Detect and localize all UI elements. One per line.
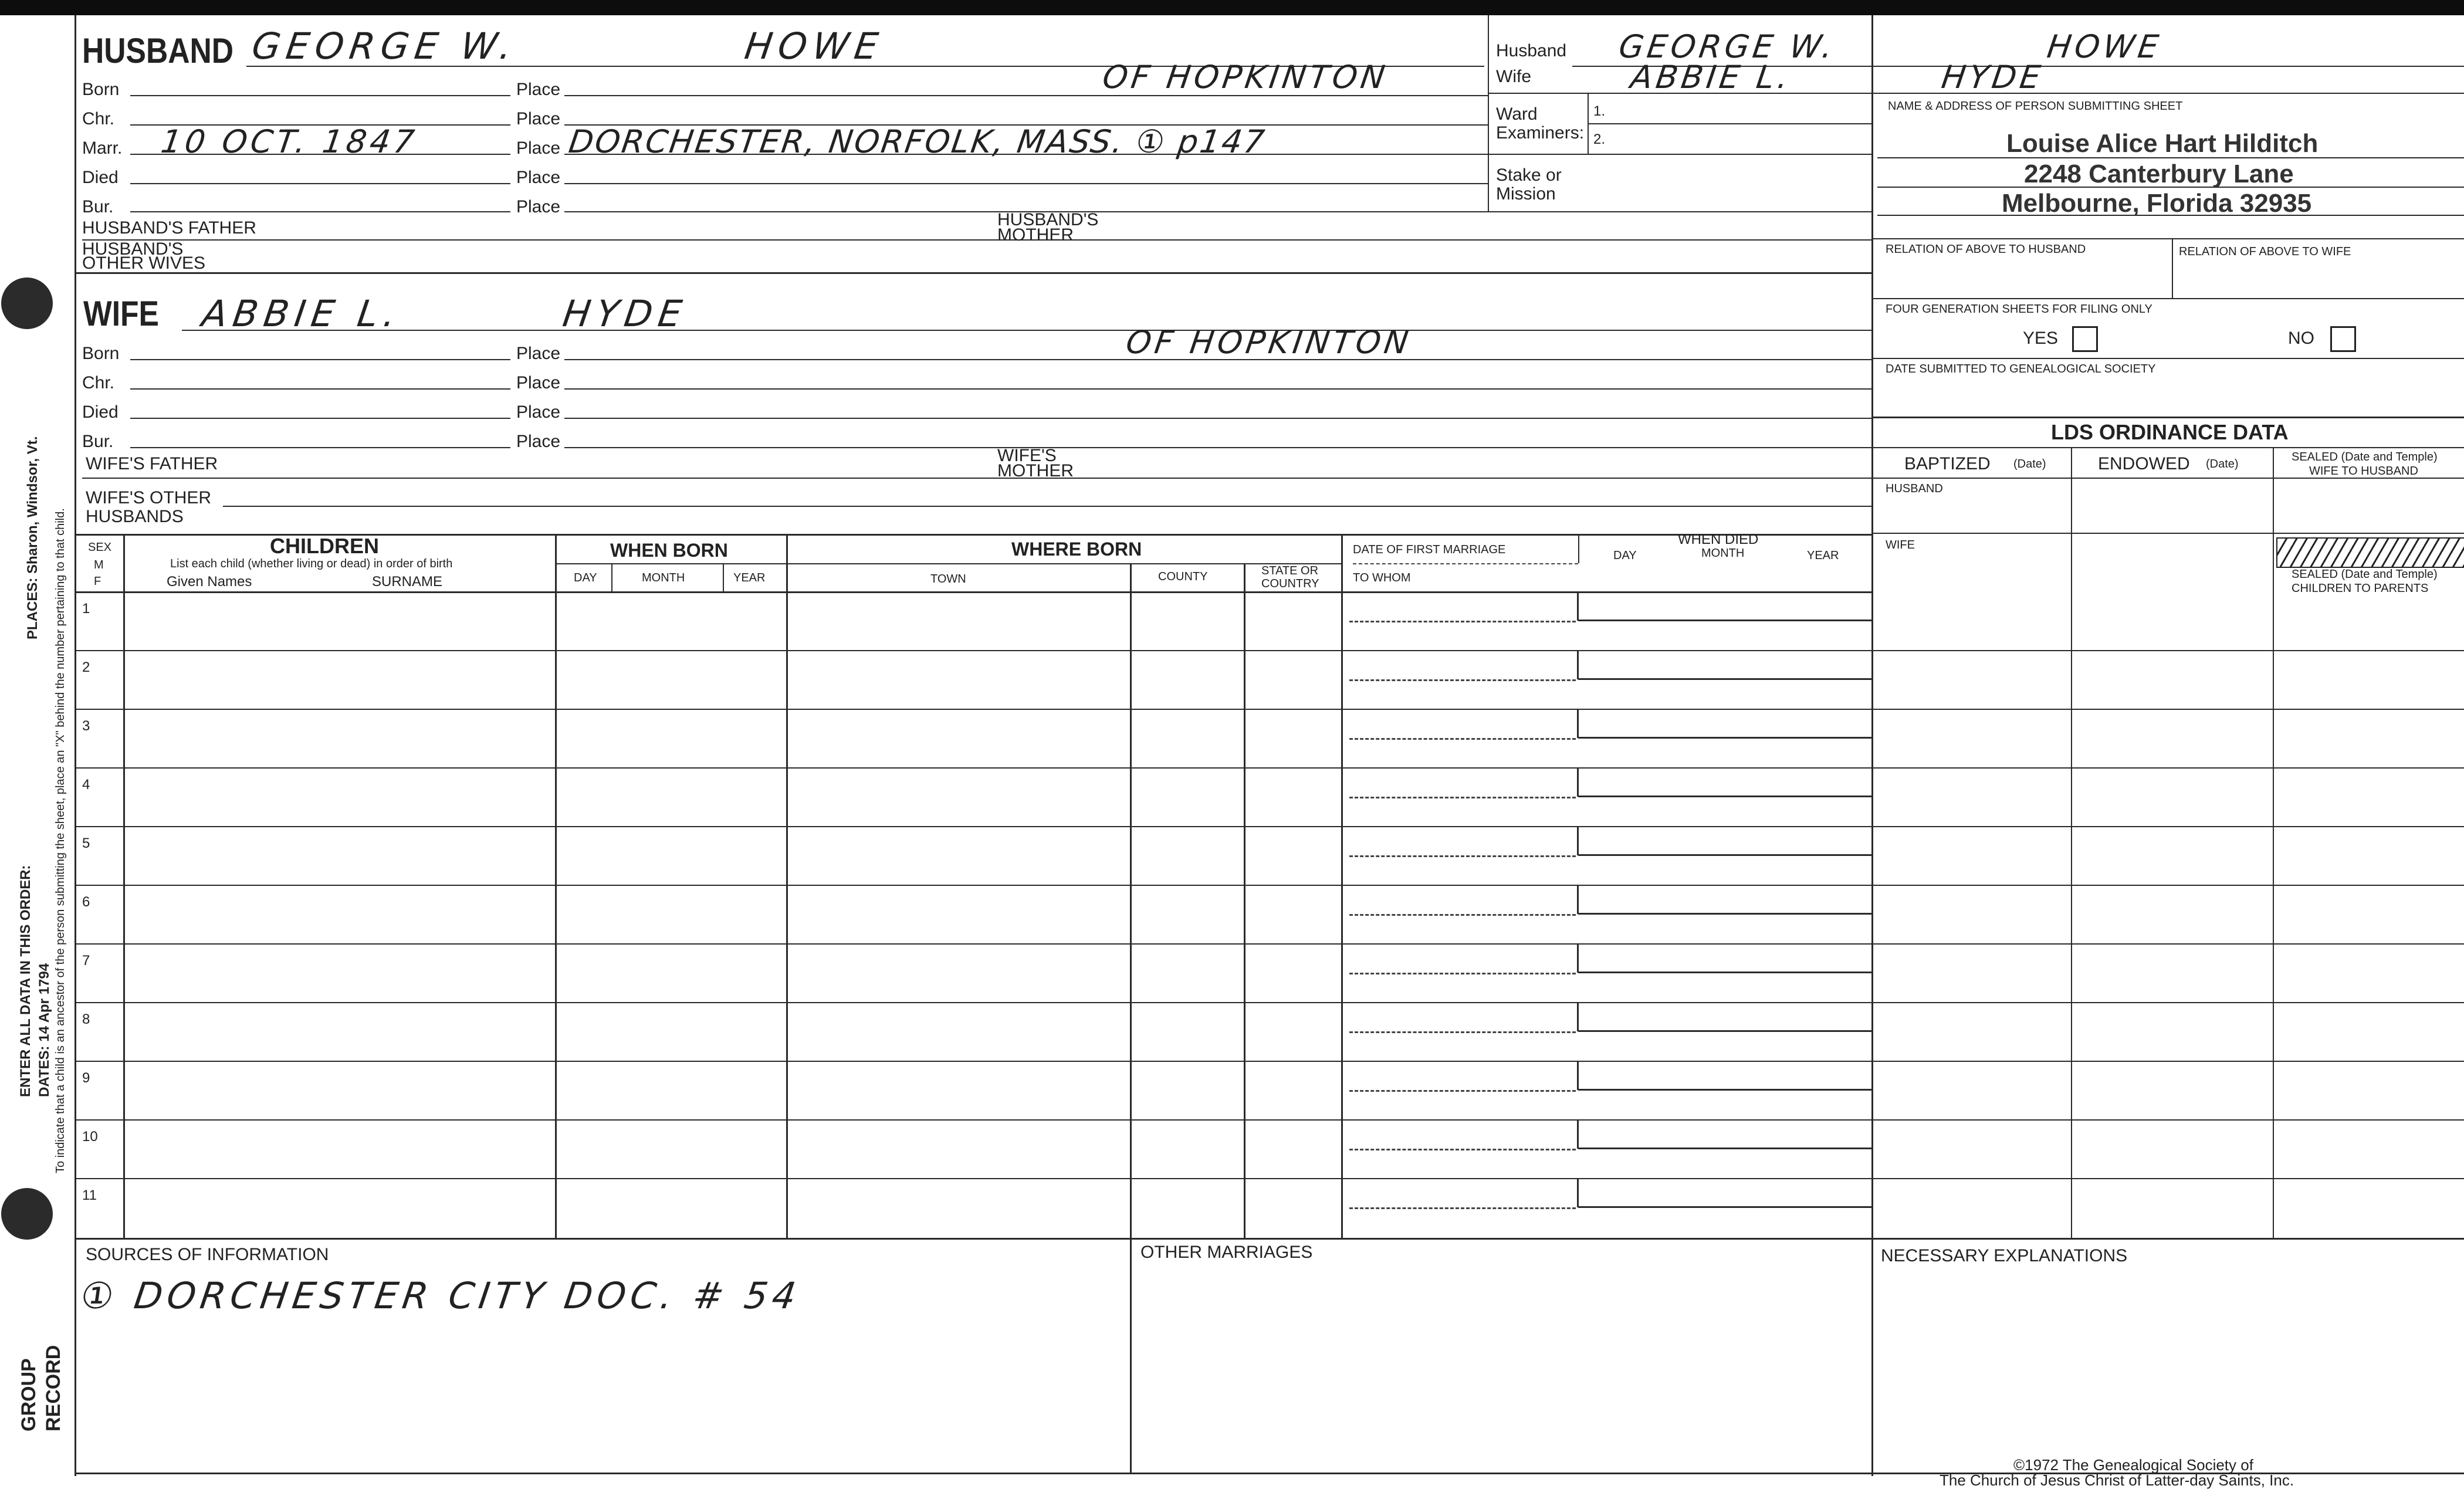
husband-other-wives-2: OTHER WIVES: [82, 253, 206, 273]
child-died-bracket-line: [1578, 972, 1871, 973]
when-born-month: MONTH: [642, 571, 685, 584]
date-submitted-bottom: [1871, 417, 2464, 418]
surname-label: SURNAME: [372, 574, 443, 590]
child-row-line: [75, 943, 2464, 945]
submitter-name: Louise Alice Hart Hilditch: [2006, 129, 2319, 158]
children-table-bottom: [75, 1238, 2464, 1240]
examiner-1: 1.: [1593, 103, 1606, 119]
first-marriage-dash: [1353, 563, 1578, 564]
child-died-bracket-line: [1578, 854, 1871, 856]
to-whom-label: TO WHOM: [1353, 571, 1411, 584]
lds-wife: WIFE: [1886, 539, 1915, 551]
lds-baptized-date: (Date): [2013, 458, 2046, 471]
wife-name-line: [182, 330, 1871, 331]
husband-marr-place: DORCHESTER, NORFOLK, MASS. ① p147: [566, 123, 1268, 160]
margin-indicate: To indicate that a child is an ancestor of the person submitting the sheet, place an "X" behind the number pertaining to that child.: [54, 508, 67, 1173]
wife-bur-line: [130, 447, 510, 448]
child-row-line: [75, 1061, 2464, 1062]
husband-given-name: GEORGE W.: [249, 25, 521, 67]
copyright-1: ©1972 The Genealogical Society of: [2013, 1456, 2253, 1474]
husband-died-place-line: [564, 183, 1488, 184]
hr-wife-line: [1488, 93, 2464, 94]
child-row-number: 1: [82, 601, 90, 617]
relation-husband: RELATION OF ABOVE TO HUSBAND: [1886, 243, 2086, 256]
col-month-divider: [723, 563, 724, 591]
child-died-bracket-tick: [1577, 885, 1579, 914]
child-died-bracket-tick: [1577, 1061, 1579, 1090]
lds-title-bottom: [1871, 447, 2464, 448]
child-died-bracket-tick: [1577, 767, 1579, 797]
wife-title: WIFE: [83, 294, 159, 333]
wife-mother-label-1: WIFE'S: [997, 446, 1057, 465]
wife-other-husbands-2: HUSBANDS: [86, 507, 184, 526]
relation-divider: [2172, 238, 2173, 299]
wife-chr-label: Chr.: [82, 373, 115, 392]
submitter-line-2: [1877, 187, 2464, 188]
when-died-day: DAY: [1613, 549, 1637, 562]
child-row-line: [75, 1119, 2464, 1121]
husband-marr-date: 10 OCT. 1847: [158, 123, 420, 160]
when-died-month: MONTH: [1701, 547, 1745, 560]
child-marriage-dash: [1349, 1090, 1576, 1092]
relation-wife: RELATION OF ABOVE TO WIFE: [2179, 245, 2351, 258]
child-marriage-dash: [1349, 621, 1576, 622]
state-label-2: COUNTRY: [1261, 577, 1319, 590]
ward-label: Ward: [1496, 104, 1538, 124]
husband-surname: HOWE: [742, 25, 887, 67]
child-row-number: 5: [82, 835, 90, 851]
child-row-number: 2: [82, 659, 90, 675]
col-state-divider: [1341, 534, 1343, 1238]
child-died-bracket-line: [1578, 1030, 1871, 1032]
submitter-line-4: [1871, 238, 2464, 239]
wife-died-place-line: [564, 418, 1871, 419]
child-died-bracket-line: [1578, 620, 1871, 621]
husband-chr-place-label: Place: [516, 109, 561, 128]
no-checkbox[interactable]: [2330, 326, 2356, 352]
child-marriage-dash: [1349, 973, 1576, 974]
child-row-line: [75, 826, 2464, 827]
lds-sealed-children-1: SEALED (Date and Temple): [2292, 568, 2438, 581]
submitter-line-3: [1877, 215, 2464, 216]
examiner-1-line: [1588, 123, 1871, 124]
lds-endowed-date: (Date): [2206, 458, 2239, 471]
husband-marr-line: [130, 154, 510, 155]
wife-born-line: [130, 359, 510, 360]
punch-hole-top: [1, 277, 53, 329]
sources-text: ① DORCHESTER CITY DOC. # 54: [77, 1274, 804, 1317]
state-label-1: STATE OR: [1261, 564, 1319, 577]
wife-died-label: Died: [82, 402, 119, 422]
child-died-bracket-line: [1578, 1206, 1871, 1208]
child-died-bracket-line: [1578, 913, 1871, 915]
husband-born-label: Born: [82, 80, 120, 99]
when-born-day: DAY: [574, 571, 597, 584]
relation-bottom: [1871, 298, 2464, 299]
col-whendied-divider: [1578, 534, 1579, 563]
wife-died-line: [130, 418, 510, 419]
husband-marr-place-label: Place: [516, 138, 561, 158]
other-marriages-label: OTHER MARRIAGES: [1140, 1243, 1313, 1262]
lds-sealed-children-2: CHILDREN TO PARENTS: [2292, 582, 2429, 595]
husband-chr-label: Chr.: [82, 109, 115, 128]
child-row-number: 9: [82, 1070, 90, 1086]
child-died-bracket-tick: [1577, 943, 1579, 973]
child-died-bracket-tick: [1577, 709, 1579, 738]
wife-chr-place-line: [564, 388, 1871, 390]
wife-bur-place-line: [564, 447, 1871, 448]
husband-died-place-label: Place: [516, 168, 561, 187]
husband-section-bottom: [75, 272, 1871, 274]
date-submitted-label: DATE SUBMITTED TO GENEALOGICAL SOCIETY: [1886, 363, 2156, 375]
frame-right-section-divider: [1871, 15, 1873, 1476]
child-row-line: [75, 885, 2464, 886]
hr-husband-surname: HOWE: [2045, 28, 2165, 65]
group-label: GROUP: [18, 1358, 40, 1431]
child-row-number: 7: [82, 953, 90, 969]
child-marriage-dash: [1349, 797, 1576, 798]
stake-label-2: Mission: [1496, 184, 1556, 204]
no-label: NO: [2288, 329, 2314, 348]
child-row-line: [75, 1002, 2464, 1003]
husband-bur-label: Bur.: [82, 197, 114, 216]
four-gen-bottom: [1871, 358, 2464, 359]
child-died-bracket-line: [1578, 678, 1871, 680]
punch-hole-bottom: [1, 1188, 53, 1240]
submitter-line-1: [1877, 157, 2464, 158]
yes-checkbox[interactable]: [2072, 326, 2098, 352]
col-county-divider: [1244, 563, 1245, 1238]
husband-bur-place-label: Place: [516, 197, 561, 216]
wife-mother-label-2: MOTHER: [997, 461, 1074, 480]
col-whenborn-divider: [786, 534, 788, 1238]
husband-father-label: HUSBAND'S FATHER: [82, 218, 256, 238]
examiners-label: Examiners:: [1496, 123, 1585, 143]
wife-born-place-line: [564, 359, 1871, 360]
margin-dates: DATES: 14 Apr 1794: [36, 963, 52, 1097]
hr-husband-label: Husband: [1496, 41, 1567, 60]
examiner-2-line: [1488, 154, 1871, 155]
lds-baptized: BAPTIZED: [1904, 454, 1991, 473]
margin-enter: ENTER ALL DATA IN THIS ORDER:: [18, 865, 33, 1097]
child-died-bracket-tick: [1577, 826, 1579, 855]
lds-col-1: [2071, 447, 2072, 1238]
sources-label: SOURCES OF INFORMATION: [86, 1245, 329, 1264]
child-marriage-dash: [1349, 855, 1576, 857]
town-label: TOWN: [930, 573, 966, 585]
wife-given-name: ABBIE L.: [199, 292, 405, 335]
child-marriage-dash: [1349, 1149, 1576, 1150]
husband-title: HUSBAND: [82, 31, 233, 70]
scan-top-border: [0, 0, 2464, 15]
lds-sealed-1: SEALED (Date and Temple): [2292, 451, 2438, 463]
when-died-year: YEAR: [1807, 549, 1839, 562]
where-born-title: WHERE BORN: [1011, 539, 1142, 560]
lds-col-2: [2273, 447, 2274, 1238]
child-row-number: 11: [82, 1187, 97, 1203]
county-label: COUNTY: [1158, 570, 1208, 583]
wife-bur-place-label: Place: [516, 432, 561, 451]
child-marriage-dash: [1349, 1031, 1576, 1033]
child-died-bracket-tick: [1577, 1119, 1579, 1149]
wife-born-place-label: Place: [516, 344, 561, 363]
col-sex-divider: [123, 534, 125, 1238]
stake-label-1: Stake or: [1496, 165, 1562, 185]
wife-died-place-label: Place: [516, 402, 561, 422]
child-row-line: [75, 709, 2464, 710]
col-day-divider: [611, 563, 612, 591]
child-marriage-dash: [1349, 914, 1576, 916]
husband-chr-place-line: [564, 124, 1488, 126]
child-row-number: 10: [82, 1129, 98, 1145]
wife-surname: HYDE: [560, 292, 691, 335]
children-header-mid: [555, 563, 1341, 564]
husband-mother-label-1: HUSBAND'S: [997, 210, 1099, 229]
wife-bur-label: Bur.: [82, 432, 114, 451]
husband-born-place-line: [564, 95, 1488, 96]
child-died-bracket-line: [1578, 796, 1871, 797]
lds-sealed-2: WIFE TO HUSBAND: [2309, 465, 2418, 478]
lds-husband-bottom: [1871, 533, 2464, 534]
husband-bur-place-line: [564, 211, 1871, 212]
record-label: RECORD: [42, 1345, 65, 1431]
when-born-title: WHEN BORN: [610, 540, 728, 561]
col-children-divider: [555, 534, 557, 1238]
col-town-divider: [1130, 563, 1132, 1473]
lds-hatched-box: [2276, 537, 2464, 568]
when-born-year: YEAR: [733, 571, 766, 584]
lds-header-bottom: [1871, 478, 2464, 479]
child-row-number: 6: [82, 894, 90, 910]
child-died-bracket-line: [1578, 1148, 1871, 1149]
frame-left: [75, 15, 76, 1476]
child-marriage-dash: [1349, 679, 1576, 681]
child-died-bracket-line: [1578, 737, 1871, 739]
submitter-street: 2248 Canterbury Lane: [2024, 160, 2294, 188]
children-note: List each child (whether living or dead) in order of birth: [170, 557, 453, 570]
lds-title: LDS ORDINANCE DATA: [2051, 420, 2289, 444]
wife-father-label: WIFE'S FATHER: [86, 454, 218, 473]
husband-born-line: [130, 95, 510, 96]
husband-place-note: OF HOPKINTON: [1100, 59, 1391, 96]
child-marriage-dash: [1349, 1207, 1576, 1209]
examiner-2: 2.: [1593, 131, 1606, 147]
first-marriage-label: DATE OF FIRST MARRIAGE: [1353, 543, 1506, 556]
husband-marr-label: Marr.: [82, 138, 123, 158]
wife-other-husbands-1: WIFE'S OTHER: [86, 488, 212, 507]
husband-bur-line: [130, 211, 510, 212]
husband-mother-label-2: MOTHER: [997, 225, 1074, 245]
child-row-line: [75, 650, 2464, 651]
wife-chr-place-label: Place: [516, 373, 561, 392]
husband-marr-place-line: [564, 154, 1488, 155]
copyright-2: The Church of Jesus Christ of Latter-day Saints, Inc.: [1940, 1471, 2294, 1489]
lds-endowed: ENDOWED: [2098, 454, 2190, 473]
child-died-bracket-tick: [1577, 591, 1579, 621]
husband-other-wives-1: HUSBAND'S: [82, 239, 184, 259]
hr-wife-given: ABBIE L.: [1628, 59, 1794, 96]
sex-label-3: F: [94, 575, 101, 588]
explanations-label: NECESSARY EXPLANATIONS: [1881, 1246, 2128, 1265]
child-row-number: 3: [82, 718, 90, 734]
child-row-line: [75, 767, 2464, 769]
submitter-city: Melbourne, Florida 32935: [2002, 189, 2312, 218]
wife-other-husbands-line: [223, 506, 1871, 507]
sex-label-2: M: [94, 559, 104, 571]
submitter-heading: NAME & ADDRESS OF PERSON SUBMITTING SHEET: [1888, 100, 2183, 113]
header-right-divider: [1488, 15, 1489, 212]
wife-born-label: Born: [82, 344, 120, 363]
husband-died-line: [130, 183, 510, 184]
husband-chr-line: [130, 124, 510, 126]
hr-wife-surname: HYDE: [1939, 59, 2046, 96]
child-died-bracket-tick: [1577, 650, 1579, 679]
four-gen-label: FOUR GENERATION SHEETS FOR FILING ONLY: [1886, 303, 2152, 316]
yes-label: YES: [2023, 329, 2059, 348]
wife-father-line: [82, 478, 1871, 479]
hr-wife-label: Wife: [1496, 67, 1531, 86]
child-died-bracket-tick: [1577, 1002, 1579, 1031]
child-died-bracket-line: [1578, 1089, 1871, 1091]
child-marriage-dash: [1349, 738, 1576, 740]
lds-husband: HUSBAND: [1886, 482, 1943, 495]
husband-died-label: Died: [82, 168, 119, 187]
child-died-bracket-tick: [1577, 1178, 1579, 1207]
children-title: CHILDREN: [270, 534, 379, 558]
husband-born-place-label: Place: [516, 80, 561, 99]
wife-chr-line: [130, 388, 510, 390]
hr-husband-given: GEORGE W.: [1616, 28, 1839, 65]
child-row-number: 8: [82, 1011, 90, 1027]
husband-father-line: [82, 239, 1871, 241]
sex-label-1: SEX: [88, 541, 112, 554]
children-header-bottom: [75, 591, 1871, 593]
wife-place-note: OF HOPKINTON: [1123, 324, 1414, 361]
child-row-number: 4: [82, 777, 90, 793]
child-row-line: [75, 1178, 2464, 1179]
margin-places: PLACES: Sharon, Windsor, Vt.: [25, 436, 40, 639]
given-names-label: Given Names: [167, 574, 252, 590]
when-died-title: WHEN DIED: [1678, 532, 1759, 547]
